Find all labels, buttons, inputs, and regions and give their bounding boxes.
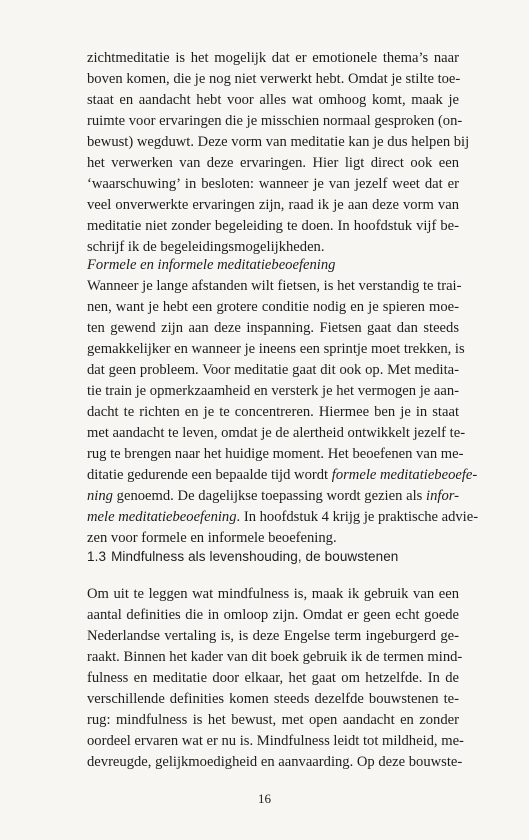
body-text-line: raakt. Binnen het kader van dit boek gebruik ik de termen mind- bbox=[87, 649, 463, 665]
body-text-line: ruimte voor ervaringen die je misschien normaal gesproken (on- bbox=[87, 113, 463, 129]
body-text-line: dacht te richten en je te concentreren. Hiermee ben je in staat bbox=[87, 404, 459, 420]
body-text-line bbox=[87, 466, 478, 484]
body-text-line: zen voor formele en informele beoefening. bbox=[87, 530, 337, 546]
body-text-line: schrijf ik de begeleidingsmogelijkheden. bbox=[87, 239, 325, 255]
body-text-line: tie train je opmerkzaamheid en versterk je het vermogen je aan- bbox=[87, 383, 459, 399]
body-text-line: boven komen, die je nog niet verwerkt hebt. Omdat je stilte toe- bbox=[87, 71, 461, 87]
text-run: ditatie gedurende een bepaalde tijd wordt bbox=[87, 467, 332, 483]
body-text-line bbox=[87, 487, 459, 505]
body-text-line: devreugde, gelijkmoedigheid en aanvaarding. Op deze bouwste- bbox=[87, 754, 463, 770]
page-number: 16 bbox=[258, 791, 271, 806]
section-number: 1.3 bbox=[87, 549, 107, 564]
body-text-line: bewust) wegduwt. Deze vorm van meditatie kan je dus helpen bij bbox=[87, 134, 470, 150]
italic-term: mele meditatiebeoefening bbox=[87, 509, 237, 525]
body-text-line: aantal definities die in omloop zijn. Omdat er geen echt goede bbox=[87, 607, 459, 623]
body-text-line: nen, want je hebt een grotere conditie nodig en je spieren moe- bbox=[87, 299, 459, 315]
body-text-line: Om uit te leggen wat mindfulness is, maak ik gebruik van een bbox=[87, 586, 459, 602]
body-text-line: ‘waarschuwing’ in besloten: wanneer je van jezelf weet dat er bbox=[87, 176, 459, 192]
body-text-line bbox=[87, 508, 479, 526]
body-text-line: meditatie niet zonder begeleiding te doen. In hoofdstuk vijf be- bbox=[87, 218, 459, 234]
text-run: . In hoofdstuk 4 krijg je praktische advie- bbox=[236, 509, 479, 525]
section-title: Mindfulness als levenshouding, de bouwstenen bbox=[111, 549, 399, 564]
body-text-line: fulness en meditatie door elkaar, het gaat om hetzelfde. In de bbox=[87, 670, 459, 686]
italic-term: infor- bbox=[426, 488, 459, 504]
body-text-line: dat geen probleem. Voor meditatie gaat dit ook op. Met medita- bbox=[87, 362, 459, 378]
subheading: Formele en informele meditatiebeoefening bbox=[87, 257, 336, 273]
body-text-line: Nederlandse vertaling is, is deze Engelse term ingeburgerd ge- bbox=[87, 628, 459, 644]
body-text-line: veel onverwerkte ervaringen zijn, raad ik je aan deze vorm van bbox=[87, 197, 459, 213]
italic-term: formele meditatiebeoefe- bbox=[331, 467, 478, 483]
body-text-line: rug te brengen naar het huidige moment. Het beoefenen van me- bbox=[87, 446, 464, 462]
body-text-line: staat en aandacht hebt voor alles wat omhoog komt, maak je bbox=[87, 92, 459, 108]
body-text-line: rug: mindfulness is het bewust, met open aandacht en zonder bbox=[87, 712, 459, 728]
body-text-line: ten gewend zijn aan deze inspanning. Fietsen gaat dan steeds bbox=[87, 320, 459, 336]
body-text-line: met aandacht te leven, omdat je de alertheid ontwikkelt jezelf te- bbox=[87, 425, 466, 441]
body-text-line: zichtmeditatie is het mogelijk dat er emotionele thema’s naar bbox=[87, 50, 459, 66]
italic-term: ning bbox=[87, 488, 113, 504]
text-run: genoemd. De dagelijkse toepassing wordt gezien als bbox=[112, 488, 427, 504]
body-text-line: verschillende definities komen steeds dezelfde bouwstenen te- bbox=[87, 691, 459, 707]
body-text-line: oordeel ervaren wat er nu is. Mindfulness leidt tot mildheid, me- bbox=[87, 733, 464, 749]
body-text-line: gemakkelijker en wanneer je ineens een sprintje moet trekken, is bbox=[87, 341, 465, 357]
body-text-line: het verwerken van deze ervaringen. Hier ligt direct ook een bbox=[87, 155, 459, 171]
body-text-line: Wanneer je lange afstanden wilt fietsen, is het verstandig te trai- bbox=[87, 278, 462, 294]
section-heading bbox=[87, 548, 398, 566]
